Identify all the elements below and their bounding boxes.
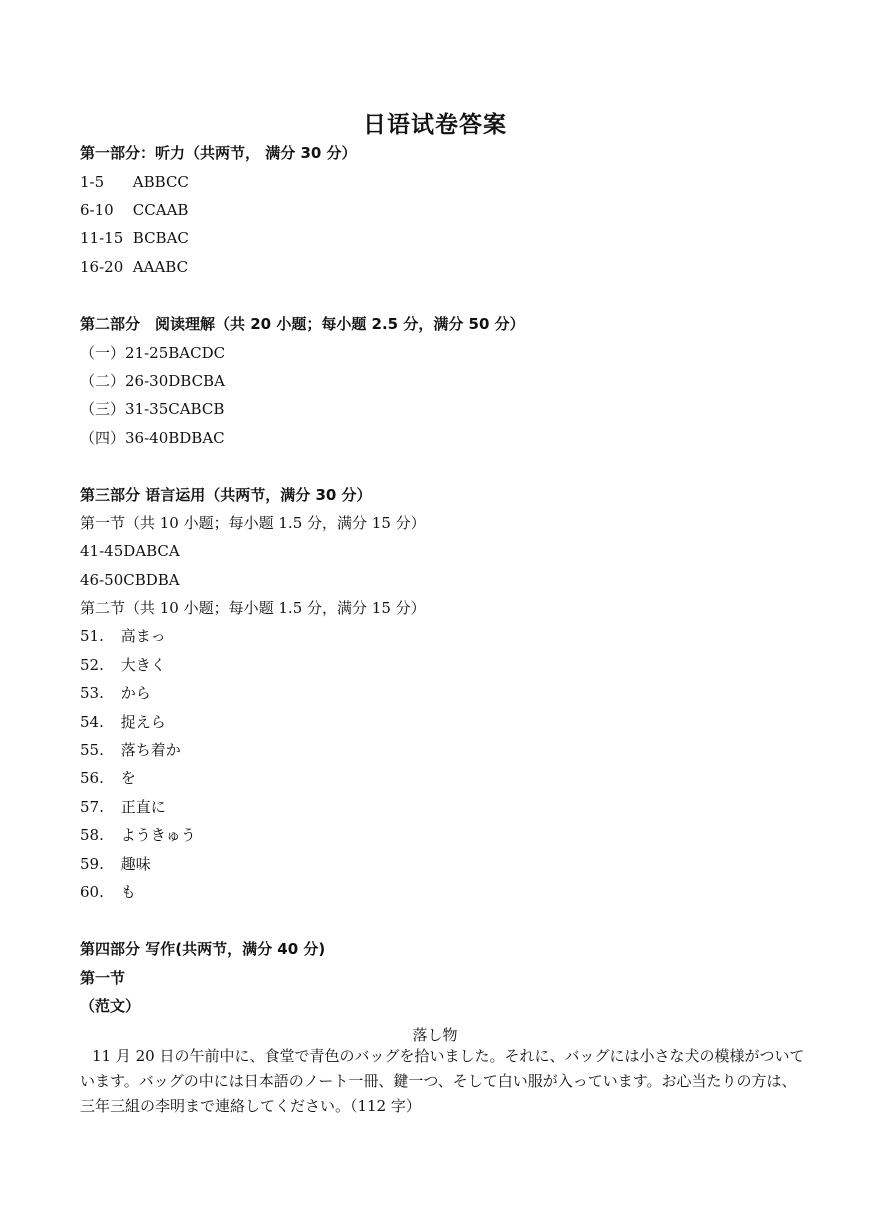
fill-in-item — [80, 768, 136, 788]
item-answer: 捉えら — [120, 713, 166, 731]
part4-section1-heading: 第一节 — [80, 969, 126, 987]
part1-row — [80, 172, 189, 192]
fill-in-item — [80, 655, 166, 675]
sample-essay-label: （范文） — [80, 997, 141, 1015]
item-number: 53. — [80, 684, 104, 702]
fill-in-item — [80, 626, 166, 646]
part2-row: （四）36-40BDBAC — [80, 429, 225, 447]
part4-heading: 第四部分 写作(共两节，满分 40 分) — [80, 940, 326, 958]
page-title: 日语试卷答案 — [363, 112, 507, 138]
answer-range: 16-20 — [80, 258, 124, 276]
item-number: 59. — [80, 855, 104, 873]
item-number: 54. — [80, 713, 104, 731]
part2-row: （一）21-25BACDC — [80, 344, 226, 362]
part1-row — [80, 200, 188, 220]
part3-section2-heading: 第二节（共 10 小题；每小题 1.5 分，满分 15 分） — [80, 599, 426, 617]
part3-section1-row: 46-50CBDBA — [80, 571, 180, 589]
part2-heading: 第二部分 阅读理解（共 20 小题；每小题 2.5 分，满分 50 分） — [80, 315, 525, 333]
part2-row: （三）31-35CABCB — [80, 400, 225, 418]
fill-in-item — [80, 825, 196, 845]
answer-range: 1-5 — [80, 173, 105, 191]
item-answer: 正直に — [120, 798, 166, 816]
answer-range: 6-10 — [80, 201, 114, 219]
item-answer: 落ち着か — [120, 741, 181, 759]
item-answer: を — [120, 769, 136, 787]
answer-letters: AAABC — [132, 258, 189, 276]
item-number: 60. — [80, 883, 104, 901]
item-number: 57. — [80, 798, 104, 816]
part1-heading: 第一部分：听力（共两节， 满分 30 分） — [80, 144, 357, 162]
item-answer: も — [120, 883, 136, 901]
item-answer: 高まっ — [120, 627, 166, 645]
part3-section1-heading: 第一节（共 10 小题；每小题 1.5 分，满分 15 分） — [80, 514, 426, 532]
item-answer: ようきゅう — [120, 826, 196, 844]
item-answer: 趣味 — [120, 855, 151, 873]
answer-letters: BCBAC — [132, 229, 189, 247]
item-answer: 大きく — [120, 656, 166, 674]
fill-in-item — [80, 740, 181, 760]
fill-in-item — [80, 683, 151, 703]
item-number: 55. — [80, 741, 104, 759]
answer-letters: CCAAB — [132, 201, 189, 219]
part3-section1-row: 41-45DABCA — [80, 542, 180, 560]
answer-range: 11-15 — [80, 229, 124, 247]
part3-heading: 第三部分 语言运用（共两节，满分 30 分） — [80, 486, 372, 504]
item-answer: から — [120, 684, 151, 702]
answer-letters: ABBCC — [132, 173, 189, 191]
item-number: 58. — [80, 826, 104, 844]
fill-in-item — [80, 854, 151, 874]
part1-row — [80, 257, 188, 277]
essay-title: 落し物 — [412, 1026, 458, 1044]
fill-in-item — [80, 797, 166, 817]
item-number: 56. — [80, 769, 104, 787]
essay-body: 11 月 20 日の午前中に、食堂で青色のバッグを拾いました。それに、バッグには小さな犬の模様がついています。バッグの中には日本語のノート一冊、鍵一つ、そして白い服が入っています。お心当たりの方は、三年三組の李明まで連絡してください。（112 字） — [80, 1047, 805, 1115]
item-number: 52. — [80, 656, 104, 674]
fill-in-item — [80, 882, 136, 902]
part1-row — [80, 228, 189, 248]
item-number: 51. — [80, 627, 104, 645]
part2-row: （二）26-30DBCBA — [80, 372, 225, 390]
fill-in-item — [80, 712, 166, 732]
